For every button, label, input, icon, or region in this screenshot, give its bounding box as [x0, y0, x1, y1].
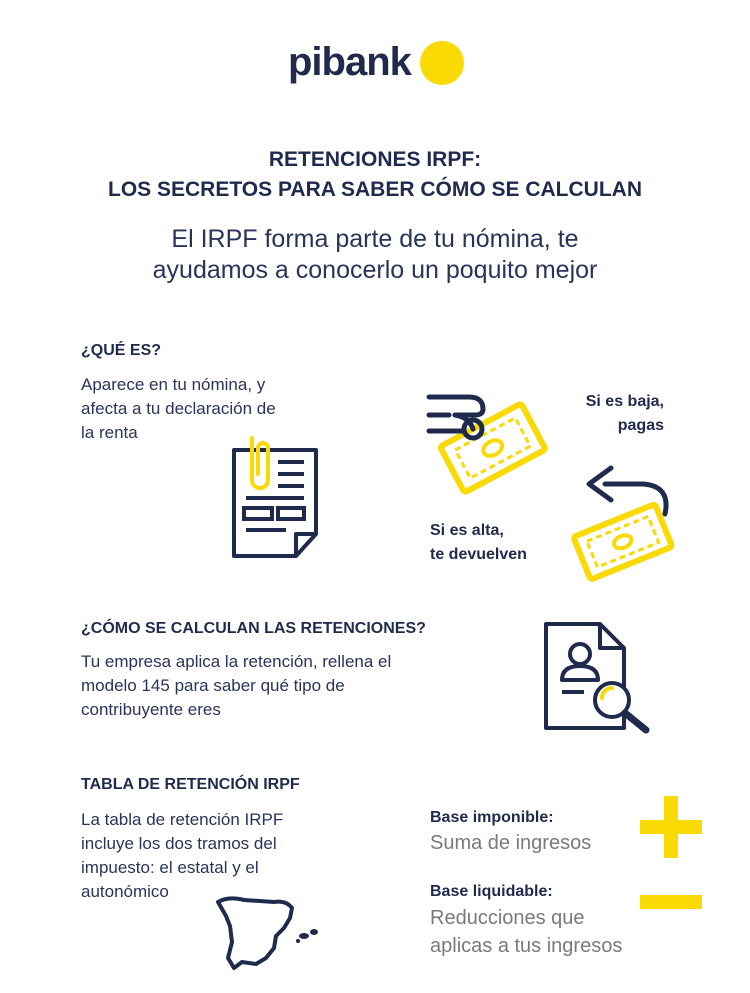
title-line-2: LOS SECRETOS PARA SABER CÓMO SE CALCULAN [108, 178, 642, 201]
liquidable-label: Base liquidable: [430, 883, 553, 900]
baja-label [540, 390, 664, 438]
baja-line-1: Si es baja, [585, 393, 664, 410]
liquidable-line-1: Reducciones que [430, 907, 585, 929]
tabla-line: incluye los dos tramos del [81, 834, 277, 853]
money-return-icon [565, 462, 685, 582]
que-es-line: Aparece en tu nómina, y [81, 375, 266, 394]
como-text [81, 650, 501, 722]
alta-line-1: Si es alta, [430, 522, 504, 539]
subtitle-line-2: ayudamos a conocerlo un poquito mejor [152, 256, 598, 284]
que-es-line: afecta a tu declaración de [81, 399, 276, 418]
que-es-line: la renta [81, 423, 138, 442]
subtitle-line-1: El IRPF forma parte de tu nómina, te [171, 225, 579, 253]
minus-icon [640, 895, 702, 909]
como-heading: ¿CÓMO SE CALCULAN LAS RETENCIONES? [81, 620, 426, 637]
alta-line-2: te devuelven [430, 546, 527, 563]
que-es-heading: ¿QUÉ ES? [81, 342, 162, 359]
title-line-1: RETENCIONES IRPF: [268, 148, 482, 171]
plus-icon [640, 796, 702, 858]
liquidable-line-2: aplicas a tus ingresos [430, 935, 623, 957]
tabla-line: La tabla de retención IRPF [81, 810, 284, 829]
baja-line-2: pagas [617, 417, 664, 434]
como-line: contribuyente eres [81, 700, 221, 719]
hand-money-icon [425, 383, 555, 498]
document-clip-icon [226, 432, 326, 562]
liquidable-desc [430, 904, 622, 960]
alta-label [430, 519, 527, 567]
imponible-label: Base imponible: [430, 809, 554, 826]
tabla-text [81, 808, 371, 904]
tabla-heading: TABLA DE RETENCIÓN IRPF [81, 776, 300, 793]
imponible-desc: Suma de ingresos [430, 832, 592, 854]
brand-logo: pibank [288, 40, 411, 84]
tabla-line: impuesto: el estatal y el [81, 858, 259, 877]
brand-dot-icon [420, 41, 464, 85]
profile-document-search-icon [540, 620, 660, 735]
como-line: Tu empresa aplica la retención, rellena el [81, 652, 392, 671]
tabla-line: autonómico [81, 882, 169, 901]
spain-map-icon [214, 892, 329, 977]
como-line: modelo 145 para saber qué tipo de [81, 676, 345, 695]
